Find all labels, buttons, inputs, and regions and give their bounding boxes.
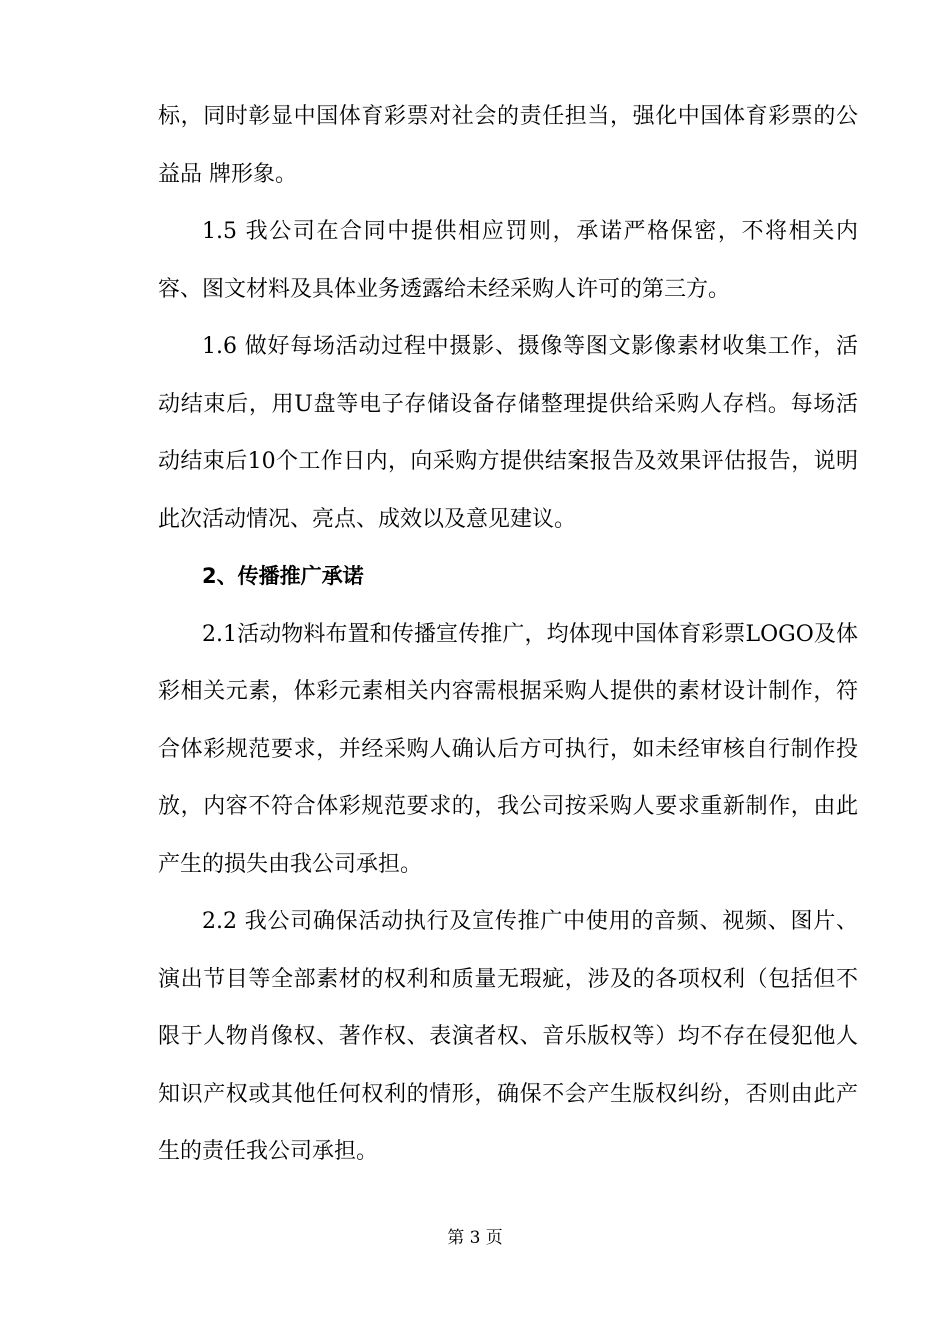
document-body <box>158 88 858 1181</box>
paragraph-1-6: 1.6 做好每场活动过程中摄影、摄像等图文影像素材收集工作，活动结束后，用U盘等电子存储设备存储整理提供给采购人存档。每场活动结束后10个工作日内，向采购方提供结案报告及效果评估报告，说明此次活动情况、亮点、成效以及意见建议。 <box>158 334 858 532</box>
section-heading-2: 2、传播推广承诺 <box>202 564 364 588</box>
paragraph-1-4-continued: 标，同时彰显中国体育彩票对社会的责任担当，强化中国体育彩票的公益品 牌形象。 <box>158 104 858 187</box>
paragraph-2-2: 2.2 我公司确保活动执行及宣传推广中使用的音频、视频、图片、演出节目等全部素材的权利和质量无瑕疵，涉及的各项权利（包括但不限于人物肖像权、著作权、表演者权、音乐版权等）均不存在侵犯他人知识产权或其他任何权利的情形，确保不会产生版权纠纷，否则由此产生的责任我公司承担。 <box>158 909 858 1164</box>
paragraph-2-1: 2.1活动物料布置和传播宣传推广，均体现中国体育彩票LOGO及体彩相关元素，体彩元素相关内容需根据采购人提供的素材设计制作，符合体彩规范要求，并经采购人确认后方可执行，如未经审核自行制作投放，内容不符合体彩规范要求的，我公司按采购人要求重新制作，由此产生的损失由我公司承担。 <box>158 621 858 877</box>
page-number: 第 3 页 <box>447 1228 503 1248</box>
paragraph-1-5: 1.5 我公司在合同中提供相应罚则，承诺严格保密，不将相关内容、图文材料及具体业务透露给未经采购人许可的第三方。 <box>158 219 858 302</box>
